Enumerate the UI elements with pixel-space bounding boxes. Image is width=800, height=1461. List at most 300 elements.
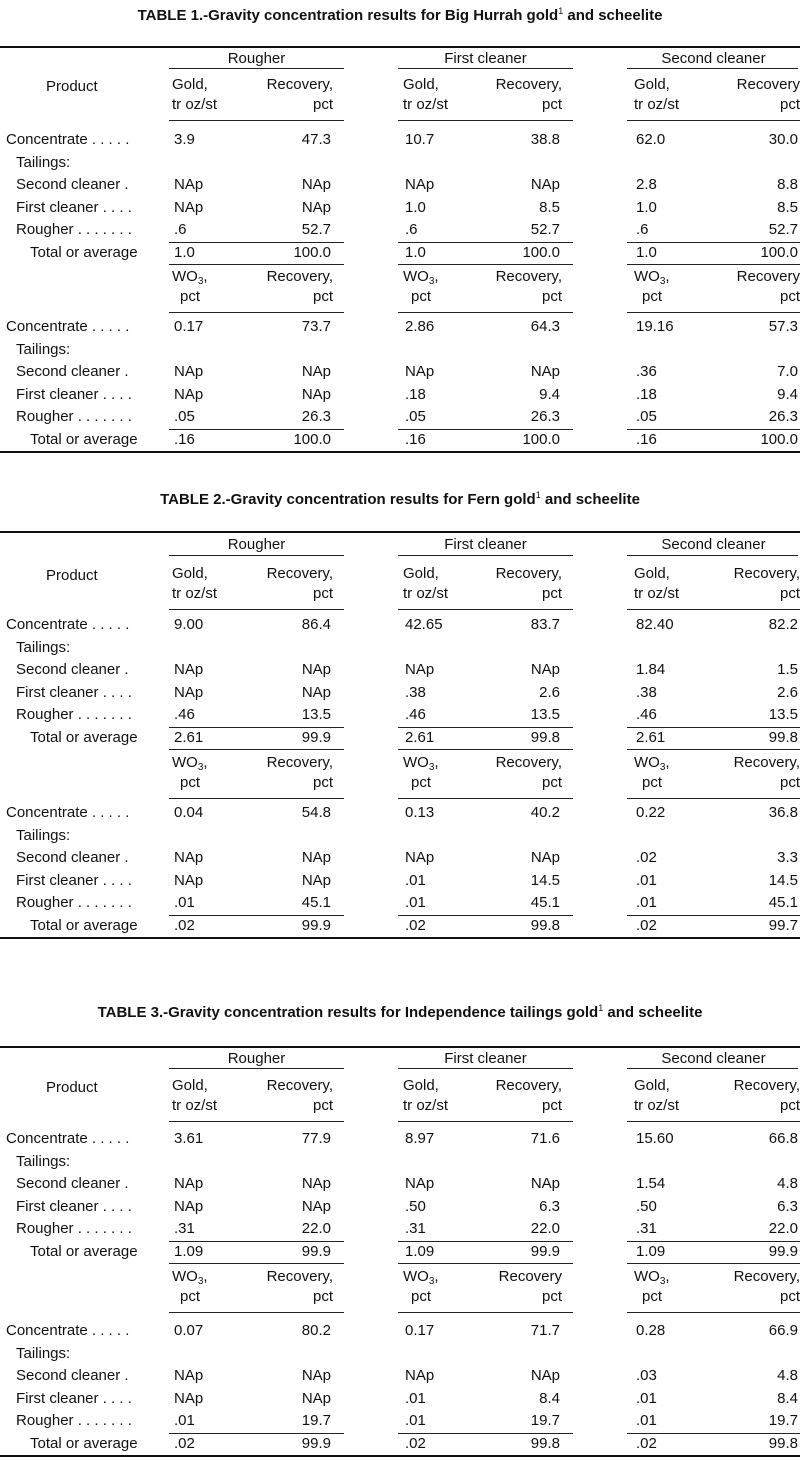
table-cell: 13.5 bbox=[530, 706, 560, 723]
table-cell: 30.0 bbox=[768, 131, 798, 148]
table-cell: 2.6 bbox=[777, 683, 798, 701]
column-header: tr oz/st bbox=[634, 1097, 680, 1114]
table-cell: 6.3 bbox=[539, 1197, 560, 1215]
total-row-label: Total or average bbox=[30, 1242, 138, 1260]
table-cell: 52.7 bbox=[301, 221, 331, 238]
column-header: pct bbox=[312, 585, 333, 602]
total-rule bbox=[398, 1241, 573, 1242]
table-cell: 19.16 bbox=[636, 318, 674, 335]
section-rule bbox=[398, 1263, 573, 1264]
table-cell: 22.0 bbox=[768, 1220, 798, 1237]
table-cell: .50 bbox=[405, 1197, 426, 1215]
total-row-label: Total or average bbox=[30, 1434, 138, 1452]
row-label: Second cleaner . bbox=[16, 1367, 129, 1384]
column-header: pct bbox=[541, 288, 562, 305]
column-header: Gold, bbox=[403, 76, 439, 93]
section-rule bbox=[627, 749, 800, 750]
table-cell: 26.3 bbox=[768, 408, 798, 425]
column-header: pct bbox=[312, 1288, 333, 1305]
row-label: Tailings: bbox=[16, 1152, 71, 1170]
table-cell: .02 bbox=[636, 916, 657, 934]
table-cell: NAp bbox=[301, 1367, 331, 1384]
table-bottom-rule bbox=[0, 451, 800, 453]
table-cell: NAp bbox=[174, 363, 204, 380]
header-rule bbox=[169, 312, 344, 313]
column-header: Recovery, bbox=[495, 1077, 562, 1094]
table-cell: 8.4 bbox=[539, 1389, 560, 1407]
table-cell: NAp bbox=[530, 363, 560, 380]
column-header: Recovery, bbox=[495, 268, 562, 285]
header-rule bbox=[627, 120, 800, 121]
row-label: Concentrate . . . . . bbox=[6, 1130, 130, 1147]
table-cell: NAp bbox=[301, 661, 331, 678]
table-cell: 38.8 bbox=[530, 131, 560, 148]
row-label: Rougher . . . . . . . bbox=[16, 706, 132, 723]
total-rule bbox=[169, 1241, 344, 1242]
column-header: pct bbox=[541, 1097, 562, 1114]
table-cell: 99.8 bbox=[530, 728, 560, 746]
section-rule bbox=[398, 264, 573, 265]
table-cell: 9.4 bbox=[777, 385, 798, 403]
table-cell: NAp bbox=[174, 1197, 204, 1215]
footnote-marker: 1 bbox=[535, 490, 541, 500]
table-cell: NAp bbox=[174, 871, 204, 889]
table-cell: .01 bbox=[636, 894, 657, 911]
table-cell: 14.5 bbox=[530, 871, 560, 889]
column-header: pct bbox=[411, 774, 432, 791]
row-label: Tailings: bbox=[16, 826, 71, 844]
table-cell: 1.0 bbox=[636, 243, 657, 261]
column-header: pct bbox=[779, 1288, 800, 1305]
table-cell: NAp bbox=[405, 661, 435, 678]
table-cell: .02 bbox=[636, 849, 657, 866]
wo3-subscript: 3 bbox=[428, 1276, 435, 1287]
footnote-marker: 1 bbox=[558, 6, 564, 16]
table-cell: 9.4 bbox=[539, 385, 560, 403]
group-header-rule bbox=[627, 555, 798, 556]
column-header: Gold, bbox=[172, 565, 208, 582]
group-header: First cleaner bbox=[444, 50, 527, 67]
table-cell: .01 bbox=[405, 894, 426, 911]
table-cell: .01 bbox=[405, 871, 426, 889]
table-cell: 8.4 bbox=[777, 1389, 798, 1407]
caption-tail: and scheelite bbox=[563, 7, 663, 24]
table-cell: NAp bbox=[174, 1389, 204, 1407]
table-cell: 99.8 bbox=[530, 916, 560, 934]
table-cell: .01 bbox=[405, 1389, 426, 1407]
total-rule bbox=[169, 1433, 344, 1434]
wo3-subscript: 3 bbox=[428, 762, 435, 773]
wo3-subscript: 3 bbox=[197, 276, 204, 287]
column-header: pct bbox=[180, 1288, 201, 1305]
table-cell: 2.61 bbox=[174, 728, 204, 746]
wo3-subscript: 3 bbox=[428, 276, 435, 287]
total-rule bbox=[169, 242, 344, 243]
table-cell: 22.0 bbox=[530, 1220, 560, 1237]
column-header: Gold, bbox=[172, 76, 208, 93]
section-rule bbox=[169, 264, 344, 265]
section-rule bbox=[169, 1263, 344, 1264]
table-cell: 1.0 bbox=[636, 198, 657, 216]
row-label: First cleaner . . . . bbox=[16, 198, 132, 216]
table-cell: .38 bbox=[405, 683, 426, 701]
group-header: First cleaner bbox=[444, 536, 527, 553]
table-cell: 0.17 bbox=[174, 318, 204, 335]
table-cell: 1.09 bbox=[405, 1242, 435, 1260]
wo3-symbol: WO bbox=[403, 268, 429, 285]
row-label: Second cleaner . bbox=[16, 1175, 129, 1192]
column-header: pct bbox=[312, 288, 333, 305]
table-cell: NAp bbox=[405, 849, 435, 866]
table-cell: .01 bbox=[405, 1412, 426, 1429]
column-header: Recovery, bbox=[266, 1077, 333, 1094]
column-header: pct bbox=[642, 1288, 663, 1305]
table-cell: 40.2 bbox=[530, 804, 560, 821]
table-cell: .05 bbox=[174, 408, 195, 425]
table-cell: .18 bbox=[405, 385, 426, 403]
row-label: Tailings: bbox=[16, 1344, 71, 1362]
table-cell: NAp bbox=[174, 683, 204, 701]
table-cell: .31 bbox=[405, 1220, 426, 1237]
table-cell: 0.22 bbox=[636, 804, 666, 821]
column-header: pct bbox=[541, 96, 562, 113]
total-rule bbox=[398, 242, 573, 243]
table-cell: .31 bbox=[636, 1220, 657, 1237]
header-rule bbox=[398, 798, 573, 799]
row-label: Tailings: bbox=[16, 153, 71, 171]
table-cell: 52.7 bbox=[530, 221, 560, 238]
group-header: Second cleaner bbox=[661, 50, 766, 67]
table-cell: 2.61 bbox=[636, 728, 666, 746]
column-header: Recovery bbox=[736, 76, 800, 93]
column-header: tr oz/st bbox=[403, 585, 449, 602]
table-cell: 10.7 bbox=[405, 131, 435, 148]
table-cell: 3.3 bbox=[777, 849, 798, 866]
column-header: Recovery, bbox=[733, 754, 800, 771]
column-header bbox=[172, 754, 208, 772]
table-cell: .03 bbox=[636, 1367, 657, 1384]
table-cell: 47.3 bbox=[301, 131, 331, 148]
table-cell: .38 bbox=[636, 683, 657, 701]
header-comma: , bbox=[434, 754, 439, 771]
group-header: Rougher bbox=[227, 536, 286, 553]
total-rule bbox=[627, 242, 800, 243]
column-header: pct bbox=[180, 774, 201, 791]
table-cell: NAp bbox=[301, 1197, 331, 1215]
table-cell: 14.5 bbox=[768, 871, 798, 889]
column-header: Recovery, bbox=[733, 565, 800, 582]
wo3-symbol: WO bbox=[172, 1268, 198, 1285]
table-cell: 1.0 bbox=[405, 198, 426, 216]
total-rule bbox=[627, 429, 800, 430]
table-cell: .01 bbox=[174, 894, 195, 911]
table-cell: 3.61 bbox=[174, 1130, 204, 1147]
header-rule bbox=[627, 1312, 800, 1313]
table-cell: .36 bbox=[636, 363, 657, 380]
wo3-subscript: 3 bbox=[659, 762, 666, 773]
table-cell: 66.9 bbox=[768, 1322, 798, 1339]
column-header: Recovery, bbox=[495, 565, 562, 582]
product-header: Product bbox=[46, 78, 98, 95]
column-header: pct bbox=[411, 1288, 432, 1305]
table-cell: 36.8 bbox=[768, 804, 798, 821]
table-cell: NAp bbox=[301, 385, 331, 403]
caption-tail: and scheelite bbox=[603, 1004, 703, 1021]
table-cell: NAp bbox=[301, 1175, 331, 1192]
table-cell: .02 bbox=[174, 1434, 195, 1452]
table-bottom-rule bbox=[0, 1455, 800, 1457]
table-cell: .6 bbox=[405, 221, 418, 238]
table-cell: 73.7 bbox=[301, 318, 331, 335]
total-rule bbox=[398, 915, 573, 916]
table-cell: 100.0 bbox=[760, 430, 798, 448]
table-cell: 64.3 bbox=[530, 318, 560, 335]
table-cell: 0.28 bbox=[636, 1322, 666, 1339]
table-cell: 4.8 bbox=[777, 1175, 798, 1192]
table-cell: 1.54 bbox=[636, 1175, 666, 1192]
total-rule bbox=[627, 727, 800, 728]
table-cell: .16 bbox=[636, 430, 657, 448]
table-cell: 8.97 bbox=[405, 1130, 435, 1147]
header-comma: , bbox=[203, 754, 208, 771]
column-header: pct bbox=[779, 288, 800, 305]
total-rule bbox=[169, 429, 344, 430]
table-cell: 1.84 bbox=[636, 661, 666, 678]
table-cell: 1.09 bbox=[636, 1242, 666, 1260]
column-header: pct bbox=[541, 585, 562, 602]
column-header: Recovery, bbox=[266, 1268, 333, 1285]
column-header: pct bbox=[312, 96, 333, 113]
table-cell: NAp bbox=[530, 849, 560, 866]
column-header: pct bbox=[642, 288, 663, 305]
table-cell: NAp bbox=[301, 849, 331, 866]
table-cell: 0.17 bbox=[405, 1322, 435, 1339]
wo3-symbol: WO bbox=[172, 754, 198, 771]
header-rule bbox=[627, 609, 800, 610]
row-label: Second cleaner . bbox=[16, 363, 129, 380]
table-cell: 45.1 bbox=[768, 894, 798, 911]
table-cell: 71.6 bbox=[530, 1130, 560, 1147]
table-cell: NAp bbox=[301, 871, 331, 889]
column-header: pct bbox=[779, 96, 800, 113]
table-cell: 99.8 bbox=[530, 1434, 560, 1452]
column-header: tr oz/st bbox=[172, 96, 218, 113]
table-cell: NAp bbox=[530, 1367, 560, 1384]
product-header: Product bbox=[46, 1079, 98, 1096]
table-cell: 99.9 bbox=[301, 1242, 331, 1260]
total-rule bbox=[398, 727, 573, 728]
column-header bbox=[403, 1268, 439, 1286]
table-cell: 100.0 bbox=[522, 430, 560, 448]
table-cell: NAp bbox=[530, 1175, 560, 1192]
column-header bbox=[172, 1268, 208, 1286]
row-label: Second cleaner . bbox=[16, 661, 129, 678]
table-bottom-rule bbox=[0, 937, 800, 939]
column-header: Recovery bbox=[736, 268, 800, 285]
table-cell: 99.7 bbox=[768, 916, 798, 934]
table-cell: 4.8 bbox=[777, 1367, 798, 1384]
product-header: Product bbox=[46, 567, 98, 584]
header-rule bbox=[169, 609, 344, 610]
table-cell: 1.5 bbox=[777, 661, 798, 678]
table-cell: NAp bbox=[405, 1175, 435, 1192]
row-label: First cleaner . . . . bbox=[16, 871, 132, 889]
table-cell: 3.9 bbox=[174, 131, 195, 148]
table-cell: 100.0 bbox=[760, 243, 798, 261]
table-cell: 0.13 bbox=[405, 804, 435, 821]
row-label: First cleaner . . . . bbox=[16, 385, 132, 403]
total-row-label: Total or average bbox=[30, 430, 138, 448]
table-top-rule bbox=[0, 46, 800, 48]
wo3-symbol: WO bbox=[403, 754, 429, 771]
table-cell: 26.3 bbox=[301, 408, 331, 425]
header-rule bbox=[627, 1121, 800, 1122]
table-cell: NAp bbox=[174, 849, 204, 866]
table-cell: .6 bbox=[636, 221, 649, 238]
table-cell: .02 bbox=[174, 916, 195, 934]
header-rule bbox=[169, 798, 344, 799]
total-rule bbox=[169, 915, 344, 916]
header-rule bbox=[627, 312, 800, 313]
column-header: Recovery, bbox=[266, 565, 333, 582]
header-rule bbox=[169, 120, 344, 121]
caption-tail: and scheelite bbox=[540, 491, 640, 508]
table-cell: NAp bbox=[405, 176, 435, 193]
row-label: Tailings: bbox=[16, 340, 71, 358]
table-cell: .46 bbox=[174, 706, 195, 723]
wo3-symbol: WO bbox=[634, 1268, 660, 1285]
row-label: Concentrate . . . . . bbox=[6, 616, 130, 633]
section-rule bbox=[169, 749, 344, 750]
group-header-rule bbox=[398, 68, 573, 69]
header-rule bbox=[398, 120, 573, 121]
table-cell: 100.0 bbox=[293, 430, 331, 448]
table-cell: NAp bbox=[405, 1367, 435, 1384]
row-label: Rougher . . . . . . . bbox=[16, 1220, 132, 1237]
table-cell: 2.8 bbox=[636, 176, 657, 193]
table-cell: NAp bbox=[174, 198, 204, 216]
group-header: Rougher bbox=[227, 50, 286, 67]
table-cell: NAp bbox=[301, 1389, 331, 1407]
table-cell: 15.60 bbox=[636, 1130, 674, 1147]
row-label: Concentrate . . . . . bbox=[6, 131, 130, 148]
table-cell: 99.9 bbox=[768, 1242, 798, 1260]
table-cell: 6.3 bbox=[777, 1197, 798, 1215]
total-rule bbox=[627, 1433, 800, 1434]
row-label: Concentrate . . . . . bbox=[6, 318, 130, 335]
table-cell: .02 bbox=[405, 916, 426, 934]
table-cell: 100.0 bbox=[522, 243, 560, 261]
row-label: First cleaner . . . . bbox=[16, 1197, 132, 1215]
column-header: pct bbox=[541, 1288, 562, 1305]
header-comma: , bbox=[665, 754, 670, 771]
table-cell: NAp bbox=[174, 1367, 204, 1384]
column-header: tr oz/st bbox=[634, 585, 680, 602]
table-cell: 99.9 bbox=[530, 1242, 560, 1260]
table-cell: NAp bbox=[301, 198, 331, 216]
row-label: Rougher . . . . . . . bbox=[16, 1412, 132, 1429]
wo3-symbol: WO bbox=[403, 1268, 429, 1285]
wo3-subscript: 3 bbox=[197, 1276, 204, 1287]
table-cell: 0.04 bbox=[174, 804, 204, 821]
table-cell: NAp bbox=[301, 363, 331, 380]
table-cell: 19.7 bbox=[768, 1412, 798, 1429]
header-comma: , bbox=[203, 1268, 208, 1285]
table-cell: 83.7 bbox=[530, 616, 560, 633]
table-cell: NAp bbox=[530, 176, 560, 193]
row-label: Second cleaner . bbox=[16, 176, 129, 193]
header-comma: , bbox=[434, 268, 439, 285]
table-cell: 2.86 bbox=[405, 318, 435, 335]
table-cell: 1.09 bbox=[174, 1242, 204, 1260]
table-cell: 2.61 bbox=[405, 728, 435, 746]
wo3-subscript: 3 bbox=[659, 276, 666, 287]
table-cell: 1.0 bbox=[174, 243, 195, 261]
table-cell: NAp bbox=[174, 176, 204, 193]
header-rule bbox=[398, 1121, 573, 1122]
header-rule bbox=[398, 609, 573, 610]
row-label: Concentrate . . . . . bbox=[6, 1322, 130, 1339]
column-header: Recovery, bbox=[495, 754, 562, 771]
table-cell: 66.8 bbox=[768, 1130, 798, 1147]
column-header: pct bbox=[180, 288, 201, 305]
total-rule bbox=[398, 1433, 573, 1434]
group-header: First cleaner bbox=[444, 1050, 527, 1067]
group-header-rule bbox=[627, 68, 798, 69]
table-cell: .01 bbox=[636, 871, 657, 889]
table-cell: 42.65 bbox=[405, 616, 443, 633]
column-header: tr oz/st bbox=[403, 96, 449, 113]
table-cell: .05 bbox=[405, 408, 426, 425]
column-header: Gold, bbox=[172, 1077, 208, 1094]
wo3-subscript: 3 bbox=[197, 762, 204, 773]
header-rule bbox=[627, 798, 800, 799]
table-cell: .16 bbox=[405, 430, 426, 448]
table-cell: 7.0 bbox=[777, 363, 798, 380]
group-header: Second cleaner bbox=[661, 1050, 766, 1067]
column-header: pct bbox=[779, 585, 800, 602]
table-cell: .16 bbox=[174, 430, 195, 448]
header-rule bbox=[169, 1312, 344, 1313]
column-header: Recovery, bbox=[495, 76, 562, 93]
table-cell: 2.6 bbox=[539, 683, 560, 701]
table-caption bbox=[0, 6, 800, 24]
column-header: pct bbox=[541, 774, 562, 791]
column-header: tr oz/st bbox=[403, 1097, 449, 1114]
table-cell: .01 bbox=[636, 1389, 657, 1407]
total-row-label: Total or average bbox=[30, 243, 138, 261]
table-caption bbox=[0, 1003, 800, 1021]
column-header bbox=[634, 754, 670, 772]
column-header: Recovery, bbox=[266, 268, 333, 285]
table-cell: 8.8 bbox=[777, 176, 798, 193]
column-header: tr oz/st bbox=[172, 585, 218, 602]
column-header: Recovery, bbox=[733, 1268, 800, 1285]
column-header: Gold, bbox=[403, 565, 439, 582]
table-cell: .6 bbox=[174, 221, 187, 238]
row-label: Rougher . . . . . . . bbox=[16, 408, 132, 425]
table-cell: 54.8 bbox=[301, 804, 331, 821]
table-cell: 45.1 bbox=[530, 894, 560, 911]
header-comma: , bbox=[665, 1268, 670, 1285]
table-caption bbox=[0, 490, 800, 508]
column-header: Recovery bbox=[498, 1268, 562, 1285]
table-cell: .05 bbox=[636, 408, 657, 425]
column-header: pct bbox=[411, 288, 432, 305]
group-header-rule bbox=[398, 555, 573, 556]
table-cell: 57.3 bbox=[768, 318, 798, 335]
column-header bbox=[634, 1268, 670, 1286]
